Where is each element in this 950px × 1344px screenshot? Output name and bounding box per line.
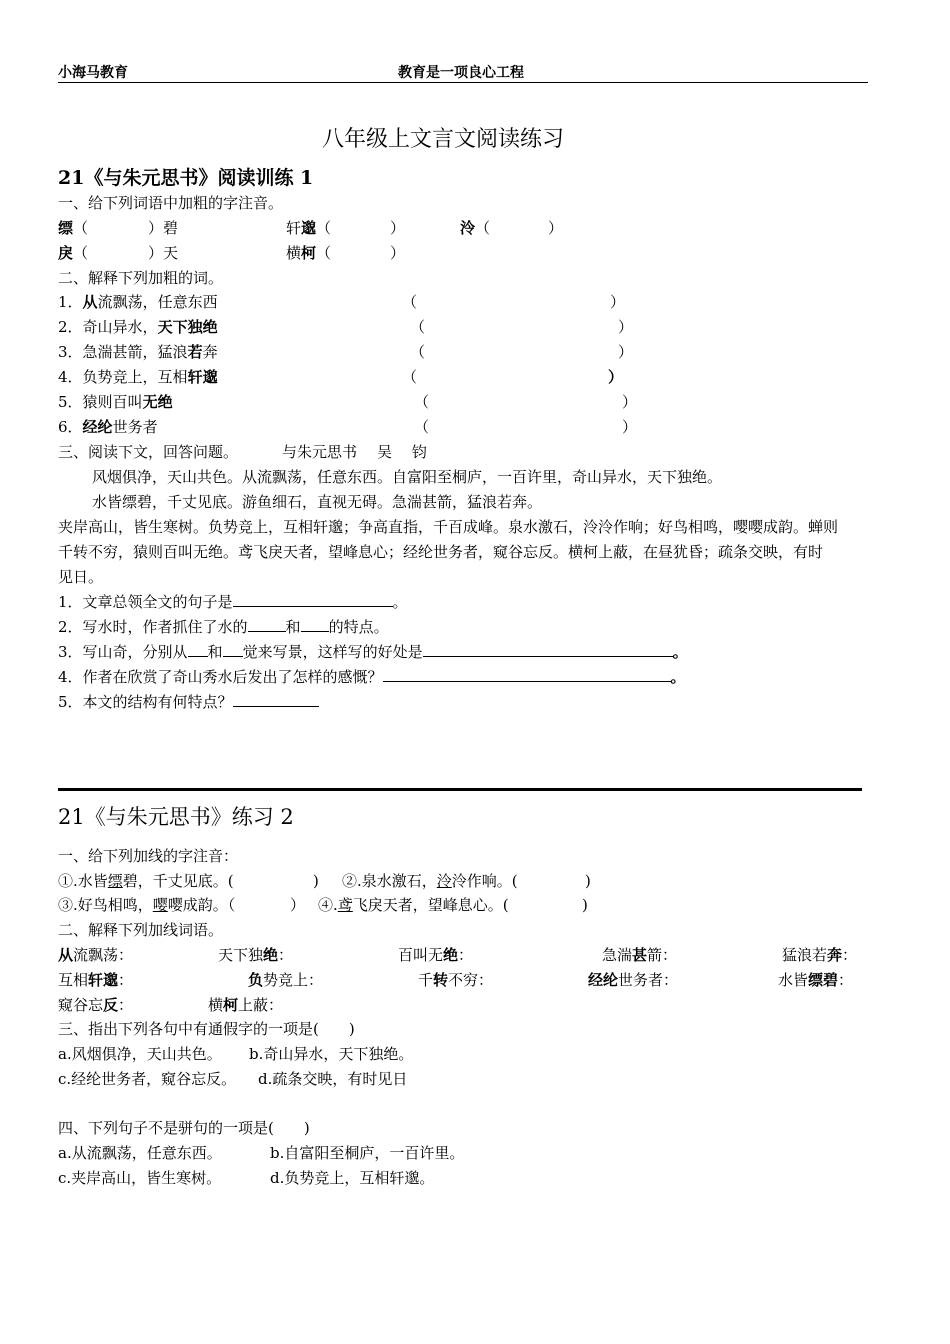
header-rule (58, 82, 868, 83)
p1-q2-heading: 二、解释下列加粗的词。 (58, 269, 224, 287)
p2-q2-term-12: 横柯上蔽： (208, 996, 284, 1014)
p2-q1-item4-end: ) (582, 896, 588, 914)
p2-q3-option-b: b.奇山异水，天下独绝。 (249, 1045, 414, 1063)
p2-q2-term-2: 天下独绝： (218, 946, 294, 964)
p1-q2-item1-lp: （ (402, 293, 418, 311)
p1-q1-heading: 一、给下列词语中加粗的字注音。 (58, 194, 284, 212)
p1-q3-para3-line1: 夹岸高山，皆生寒树。负势竞上，互相轩邈；争高直指，千百成峰。泉水激石，泠泠作响；好鸟相鸣，嘤嘤成韵。蝉则 (58, 518, 839, 536)
p1-q2-item3-rp: ） (618, 343, 634, 361)
p2-q2-term-4: 急湍甚箭： (602, 946, 678, 964)
p2-q2-term-9: 经纶世务者： (588, 971, 679, 989)
p2-q1-item3-end: ） (290, 896, 306, 914)
p2-q3-heading: 三、指出下列各句中有通假字的一项是( ) (58, 1020, 355, 1038)
p2-q2-term-7: 负势竞上： (248, 971, 324, 989)
section-divider (58, 788, 862, 791)
p2-q2-heading: 二、解释下列加线词语。 (58, 921, 224, 939)
p1-q3-sub2: 2．写水时，作者抓住了水的 和 的特点。 (58, 618, 389, 636)
p1-q1-row1b: 轩邈（ (286, 219, 332, 237)
p1-q3-para2: 水皆缥碧，千丈见底。游鱼细石，直视无碍。急湍甚箭，猛浪若奔。 (92, 493, 543, 511)
p2-q2-term-6: 互相轩邈： (58, 971, 134, 989)
p1-q2-item5-rp: ） (622, 393, 638, 411)
p1-q1-row2a: 戾（ (58, 244, 89, 262)
p2-q3-option-d: d.疏条交映，有时见日 (258, 1070, 408, 1088)
p1-q2-item6: 6．经纶世务者 (58, 418, 158, 436)
p1-q2-item3: 3．急湍甚箭，猛浪若奔 (58, 343, 218, 361)
p2-q3-option-c: c.经纶世务者，窥谷忘反。 (58, 1070, 237, 1088)
p2-q4-option-c: c.夹岸高山，皆生寒树。 (58, 1169, 222, 1187)
p1-q2-item5-lp: （ (414, 393, 430, 411)
p2-q1-item3: ③.好鸟相鸣，嘤嘤成韵。（ (58, 896, 236, 914)
p1-q2-item2-rp: ） (618, 318, 634, 336)
p2-q1-item1-end: ) (313, 872, 319, 890)
p1-q3-para1: 风烟俱净，天山共色。从流飘荡，任意东西。自富阳至桐庐，一百许里，奇山异水，天下独绝。 (92, 468, 723, 486)
p1-q1-row2b: 横柯（ (286, 244, 332, 262)
p1-q3-para3-line2: 千转不穷，猿则百叫无绝。鸢飞戾天者，望峰息心；经纶世务者，窥谷忘反。横柯上蔽，在昼犹昏；疏条交映，有时 (58, 543, 824, 561)
p1-q1-row1c: 泠（ (460, 219, 491, 237)
p2-q2-term-5: 猛浪若奔： (782, 946, 858, 964)
p2-q4-option-a: a.从流飘荡，任意东西。 (58, 1144, 222, 1162)
p2-q1-item2-end: ) (585, 872, 591, 890)
p2-q1-item1: ①.水皆缥碧，千丈见底。( (58, 872, 234, 890)
p1-q2-item1: 1．从流飘荡，任意东西 (58, 293, 218, 311)
p1-q3-sub3: 3．写山奇，分别从 和 觉来写景，这样写的好处是 。 (58, 643, 688, 661)
p2-q3-option-a: a.风烟俱净，天山共色。 (58, 1045, 222, 1063)
p2-q1-item2: ②.泉水激石，泠泠作响。( (342, 872, 518, 890)
p1-q1-row1b-end: ） (390, 219, 406, 237)
page-title: 八年级上文言文阅读练习 (322, 127, 565, 152)
p1-q1-row2a-end: ）天 (148, 244, 179, 262)
header-center: 教育是一项良心工程 (398, 65, 524, 81)
p1-q2-item5: 5．猿则百叫无绝 (58, 393, 173, 411)
p1-q3-sub1: 1．文章总领全文的句子是 。 (58, 593, 408, 611)
p2-q4-option-b: b.自富阳至桐庐，一百许里。 (270, 1144, 465, 1162)
p2-q2-term-8: 千转不穷： (418, 971, 494, 989)
p1-q1-row1a-end: ）碧 (148, 219, 179, 237)
p1-q2-item2-lp: （ (410, 318, 426, 336)
header-left: 小海马教育 (58, 65, 128, 81)
p2-q2-term-3: 百叫无绝： (398, 946, 474, 964)
p1-q2-item3-lp: （ (410, 343, 426, 361)
p1-q2-item4-rp: ） (608, 368, 624, 386)
p2-q2-term-11: 窥谷忘反： (58, 996, 134, 1014)
p1-q1-row1c-end: ） (548, 219, 564, 237)
p1-q2-item4-lp: （ (402, 368, 418, 386)
p1-q2-item1-rp: ） (610, 293, 626, 311)
p2-q4-option-d: d.负势竞上，互相轩邈。 (270, 1169, 435, 1187)
p1-q3-heading: 三、阅读下文，回答问题。 (58, 443, 239, 461)
p2-q1-item4: ④.鸢飞戾天者，望峰息心。( (318, 896, 509, 914)
p1-q3-sub5: 5．本文的结构有何特点？ (58, 692, 319, 712)
p2-q4-heading: 四、下列句子不是骈句的一项是( ) (58, 1119, 310, 1137)
p1-q3-sub4: 4．作者在欣赏了奇山秀水后发出了怎样的感慨？ 。 (58, 668, 686, 686)
p1-q3-text-title: 与朱元思书 (282, 443, 358, 461)
p1-q2-item4: 4．负势竞上，互相轩邈 (58, 368, 218, 386)
p1-q1-row2b-end: ） (390, 244, 406, 262)
part2-title: 21《与朱元思书》练习 2 (58, 805, 294, 829)
p2-q1-heading: 一、给下列加线的字注音： (58, 847, 239, 865)
p1-q2-item2: 2．奇山异水，天下独绝 (58, 318, 218, 336)
part1-title: 21《与朱元思书》阅读训练 1 (58, 167, 314, 189)
p1-q3-author: 吴 钧 (377, 443, 427, 461)
p1-q2-item6-lp: （ (414, 418, 430, 436)
p2-q2-term-10: 水皆缥碧： (778, 971, 854, 989)
p1-q3-para3-line3: 见日。 (58, 568, 104, 586)
p2-q2-term-1: 从流飘荡： (58, 946, 134, 964)
p1-q1-row1a: 缥（ (58, 219, 89, 237)
p1-q2-item6-rp: ） (622, 418, 638, 436)
